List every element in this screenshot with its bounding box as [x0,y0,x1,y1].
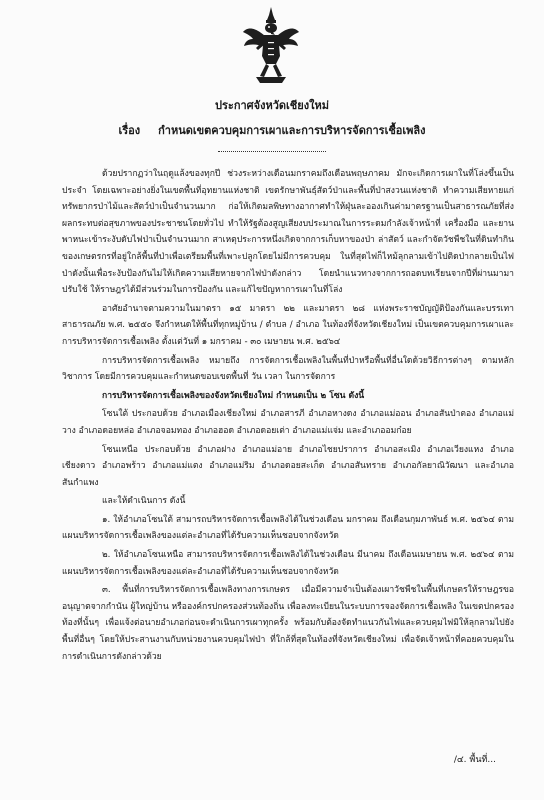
paragraph-item-1: ๑. ให้อำเภอโซนใต้ สามารถบริหารจัดการเชื้อเพลิงได้ในช่วงเดือน มกราคม ถึงเดือนกุมภาพันธ์ พ.ศ. ๒๕๖๔ ตามแผนบริหารจัดการเชื้อเพลิงของแต่ละอำเภอที่ได้รับความเห็นชอบจากจังหวัด [62,514,514,542]
paragraph-north-zone: โซนเหนือ ประกอบด้วย อำเภอฝาง อำเภอแม่อาย อำเภอไชยปราการ อำเภอสะเมิง อำเภอเวียงแหง อำเภอเชียงดาว อำเภอพร้าว อำเภอแม่แตง อำเภอแม่ริม อำเภอดอยสะเก็ด อำเภอสันทราย อำเภอกัลยาณิวัฒนา และอำเภอสันกำแพง [62,444,514,488]
paragraph-legal-authority: อาศัยอำนาจตามความในมาตรา ๑๕ มาตรา ๒๒ และมาตรา ๒๘ แห่งพระราชบัญญัติป้องกันและบรรเทาสาธารณภัย พ.ศ. ๒๕๕๐ จึงกำหนดให้พื้นที่ทุกหมู่บ้าน / ตำบล / อำเภอ ในท้องที่จังหวัดเชียงใหม่ เป็นเขตควบคุมการเผาและการบริหารจัดการเชื้อเพลิง ตั้งแต่วันที่ ๑ มกราคม - ๓๐ เมษายน พ.ศ. ๒๕๖๔ [62,303,514,347]
document-title: ประกาศจังหวัดเชียงใหม่ [215,99,329,112]
paragraph-background: ด้วยปรากฏว่าในฤดูแล้งของทุกปี ช่วงระหว่างเดือนมกราคมถึงเดือนพฤษภาคม มักจะเกิดการเผาในที่โล่งขึ้นเป็นประจำ โดยเฉพาะอย่างยิ่งในเขตพื้นที่อุทยานแห่งชาติ เขตรักษาพันธุ์สัตว์ป่าและพื้นที่ป่าสงวนแห่งชาติ ทำความเสียหายแก่ทรัพยากรป่าไม้และสัตว์ป่าเป็นจำนวนมาก ก่อให้เกิดมลพิษทางอากาศทำให้ฝุ่นละอองเกินค่ามาตรฐานเป็นสาธารณภัยที่ส่งผลกระทบต่อสุขภาพของประชาชนโดยทั่วไป ทำให้รัฐต้องสูญเสียงบประมาณในการระดมกำลังเจ้าหน้าที่ เครื่องมือ และยานพาหนะเข้าระงับดับไฟป่าเป็นจำนวนมาก สาเหตุประการหนึ่งเกิดจากการเก็บหาของป่า ล่าสัตว์ และกำจัดวัชพืชในที่ดินทำกินของเกษตรกรที่อยู่ใกล้พื้นที่ป่าเพื่อเตรียมพื้นที่เพาะปลูกโดยไม่มีการควบคุม ในที่สุดไฟก็ไหม้ลุกลามเข้าไปติดป่ากลายเป็นไฟป่าดังนั้นเพื่อระงับป้องกันไม่ให้เกิดความเสียหายจากไฟป่าดังกล่าว โดยนำแนวทางจากการถอดบทเรียนจากปีที่ผ่านมามาปรับใช้ ให้ราษฎรได้มีส่วนร่วมในการป้องกัน และแก้ไขปัญหาการเผาในที่โล่ง [62,169,514,296]
subject-label: เรื่อง [118,124,141,137]
garuda-emblem-icon [242,6,300,86]
paragraph-definition: การบริหารจัดการเชื้อเพลิง หมายถึง การจัดการเชื้อเพลิงในพื้นที่ป่าหรือพื้นที่อื่นใดด้วยวิธีการต่างๆ ตามหลักวิชาการ โดยมีการควบคุมและกำหนดขอบเขตพื้นที่ วัน เวลา ในการจัดการ [62,355,514,383]
paragraph-south-zone: โซนใต้ ประกอบด้วย อำเภอเมืองเชียงใหม่ อำเภอสารภี อำเภอหางดง อำเภอแม่ออน อำเภอสันป่าตอง อำเภอแม่วาง อำเภอดอยหล่อ อำเภอจอมทอง อำเภอฮอด อำเภอดอยเต่า อำเภอแม่แจ่ม และอำเภออมก๋อย [62,409,514,436]
paragraph-item-3: ๓. พื้นที่การบริหารจัดการเชื้อเพลิงทางการเกษตร เมื่อมีความจำเป็นต้องเผาวัชพืชในพื้นที่เกษตรให้ราษฎรขออนุญาตจากกำนัน ผู้ใหญ่บ้าน หรือองค์กรปกครองส่วนท้องถิ่น เพื่อลงทะเบียนในระบบการจองจัดการเชื้อเพลิง ในเขตปกครองท้องที่นั้นๆ เพื่อแจ้งต่อนายอำเภอก่อนจะดำเนินการเผาทุกครั้ง พร้อมกับต้องจัดทำแนวกันไฟและควบคุมไฟมิให้ลุกลามไปยังพื้นที่อื่นๆ โดยให้ประสานงานกับหน่วยงานควบคุมไฟป่า ที่ใกล้ที่สุดในท้องที่จังหวัดเชียงใหม่ เพื่อจัดเจ้าหน้าที่คอยควบคุมในการดำเนินการดังกล่าวด้วย [62,585,514,662]
subject-text: กำหนดเขตควบคุมการเผาและการบริหารจัดการเชื้อเพลิง [158,124,426,137]
document-subject [0,121,544,139]
document-body [62,166,514,667]
paragraph-item-2: ๒. ให้อำเภอโซนเหนือ สามารถบริหารจัดการเชื้อเพลิงได้ในช่วงเดือน มีนาคม ถึงเดือนเมษายน พ.ศ. ๒๕๖๔ ตามแผนบริหารจัดการเชื้อเพลิงของแต่ละอำเภอที่ได้รับความเห็นชอบจากจังหวัด [62,550,514,577]
page-continuation: /๔. พื้นที่... [453,755,496,765]
paragraph-zones-heading: การบริหารจัดการเชื้อเพลิงของจังหวัดเชียงใหม่ กำหนดเป็น ๒ โซน ดังนี้ [102,390,365,401]
paragraph-actions-intro: และให้ดำเนินการ ดังนี้ [102,496,186,507]
title-divider [218,151,326,152]
